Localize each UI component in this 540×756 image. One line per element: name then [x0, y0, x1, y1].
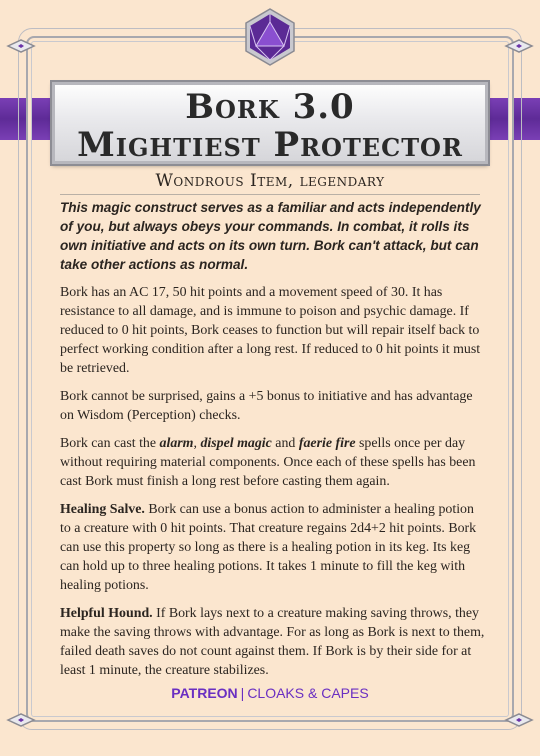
- spell-alarm: alarm: [159, 436, 194, 451]
- spells-text-c: and: [271, 436, 299, 451]
- healing-salve-heading: Healing Salve.: [60, 502, 145, 517]
- spell-faerie-fire: faerie fire: [298, 436, 356, 451]
- item-type-subtitle: Wondrous Item, legendary: [155, 171, 385, 191]
- diamond-corner-icon: [6, 712, 36, 728]
- spells-text-b: ,: [193, 436, 201, 451]
- patreon-label: PATREON: [171, 685, 238, 701]
- d20-gem-icon: [244, 8, 296, 66]
- spell-dispel-magic: dispel magic: [200, 436, 272, 451]
- spells-paragraph: [60, 434, 488, 491]
- brand-label: CLOAKS & CAPES: [247, 685, 369, 701]
- diamond-corner-icon: [504, 712, 534, 728]
- diamond-corner-icon: [6, 38, 36, 54]
- helpful-hound-heading: Helpful Hound.: [60, 606, 153, 621]
- divider: [60, 194, 480, 195]
- card-title-line1: Bork 3.0: [185, 87, 355, 127]
- helpful-hound-paragraph: [60, 604, 488, 680]
- spells-text-a: Bork can cast the: [60, 436, 160, 451]
- healing-salve-paragraph: [60, 500, 488, 595]
- card-body: [60, 198, 488, 689]
- intro-paragraph: This magic construct serves as a familiar and acts independently of you, but always obeys your commands. In combat, it rolls its own initiative and acts on its own turn. Bork can't attack, but can take other actions as normal.: [60, 200, 481, 272]
- healing-salve-text: Bork can use a bonus action to administer a healing potion to a creature with 0 hit points. That creature regains 2d4+2 hit points. Bork can use this property so long as there is a healing potion in its keg. Its keg can hold up to three healing potions. It takes 1 minute to fill the keg with healing potions.: [60, 502, 477, 593]
- helpful-hound-text: If Bork lays next to a creature making saving throws, they make the saving throws with advantage. For as long as Bork is next to them, failed death saves do not count against them. If Bork is by their side for at least 1 minute, the creature stabilizes.: [60, 606, 485, 678]
- spells-text-d: spells once per day without requiring material components. Once each of these spells has been cast Bork must finish a long rest before casting them again.: [60, 436, 476, 489]
- diamond-corner-icon: [504, 38, 534, 54]
- footer-separator: |: [240, 685, 245, 701]
- surprise-paragraph: Bork cannot be surprised, gains a +5 bonus to initiative and has advantage on Wisdom (Perception) checks.: [60, 389, 473, 423]
- stats-paragraph: Bork has an AC 17, 50 hit points and a movement speed of 30. It has resistance to all damage, and is immune to poison and psychic damage. If reduced to 0 hit points, Bork ceases to function but will repair itself back to perfect working condition after a long rest. If reduced to 0 hit points it must be retrieved.: [60, 285, 481, 376]
- footer-credit: [0, 685, 540, 701]
- card-title-line2: Mightiest Protector: [77, 125, 463, 165]
- title-plate: [52, 82, 488, 164]
